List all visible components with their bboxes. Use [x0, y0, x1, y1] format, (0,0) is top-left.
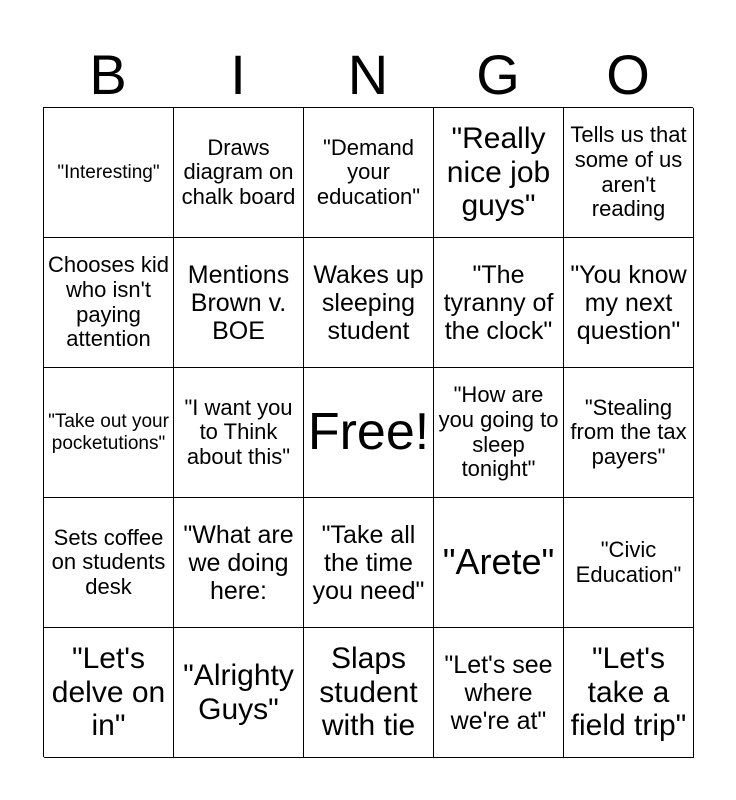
bingo-card-grid [43, 107, 693, 757]
cell-text: "Demand your education" [316, 134, 421, 209]
bingo-cell[interactable] [304, 498, 434, 628]
cell-text: "Civic Education" [575, 536, 682, 587]
cell-text: "Take out your pocketutions" [48, 411, 169, 454]
cell-text: "Let's see where we're at" [444, 650, 553, 735]
bingo-cell[interactable] [564, 628, 694, 758]
header-letter-b: B [89, 43, 127, 106]
bingo-cell[interactable] [434, 628, 564, 758]
cell-text: Chooses kid who isn't paying attention [47, 252, 170, 352]
header-letter-g: G [476, 43, 520, 106]
cell-text: Wakes up sleeping student [313, 260, 424, 345]
cell-text: "Let's delve on in" [51, 642, 166, 743]
bingo-cell[interactable] [434, 108, 564, 238]
bingo-cell[interactable] [174, 628, 304, 758]
bingo-cell[interactable] [434, 368, 564, 498]
bingo-cell[interactable] [44, 238, 174, 368]
bingo-cell[interactable] [304, 628, 434, 758]
cell-text: "Take all the time you need" [312, 520, 425, 605]
bingo-cell[interactable] [174, 108, 304, 238]
cell-text: Sets coffee on students desk [51, 524, 166, 599]
cell-text: "Arete" [442, 541, 555, 583]
bingo-cell[interactable] [304, 238, 434, 368]
cell-text: "The tyranny of the clock" [443, 260, 554, 345]
cell-text: Tells us that some of us aren't reading [570, 122, 687, 222]
cell-text: "Really nice job guys" [446, 122, 551, 223]
header-letter-o: O [606, 43, 650, 106]
bingo-cell[interactable] [564, 368, 694, 498]
bingo-cell[interactable] [434, 498, 564, 628]
bingo-cell[interactable] [44, 108, 174, 238]
cell-text: "Interesting" [57, 161, 160, 183]
bingo-cell[interactable] [44, 498, 174, 628]
bingo-cell[interactable] [564, 498, 694, 628]
bingo-cell[interactable] [304, 108, 434, 238]
header-letter-n: N [347, 43, 389, 106]
bingo-cell[interactable] [174, 238, 304, 368]
cell-text: Mentions Brown v. BOE [187, 260, 290, 345]
bingo-cell[interactable] [434, 238, 564, 368]
bingo-cell[interactable] [564, 238, 694, 368]
bingo-header [43, 44, 693, 106]
cell-text: Slaps student with tie [319, 642, 418, 743]
bingo-cell[interactable] [564, 108, 694, 238]
bingo-cell[interactable] [174, 368, 304, 498]
cell-text: "How are you going to sleep tonight" [438, 382, 559, 482]
cell-text: "Stealing from the tax payers" [570, 394, 687, 469]
cell-text: "Alrighty Guys" [183, 658, 294, 726]
bingo-cell[interactable] [44, 628, 174, 758]
header-letter-i: I [230, 43, 246, 106]
cell-text: "What are we doing here: [183, 520, 294, 605]
free-space-text: Free! [307, 403, 430, 462]
bingo-cell[interactable] [44, 368, 174, 498]
cell-text: "I want you to Think about this" [184, 394, 293, 469]
cell-text: Draws diagram on chalk board [181, 134, 296, 209]
cell-text: "Let's take a field trip" [570, 642, 687, 743]
bingo-cell-free[interactable] [304, 368, 434, 498]
bingo-cell[interactable] [174, 498, 304, 628]
cell-text: "You know my next question" [570, 260, 687, 345]
